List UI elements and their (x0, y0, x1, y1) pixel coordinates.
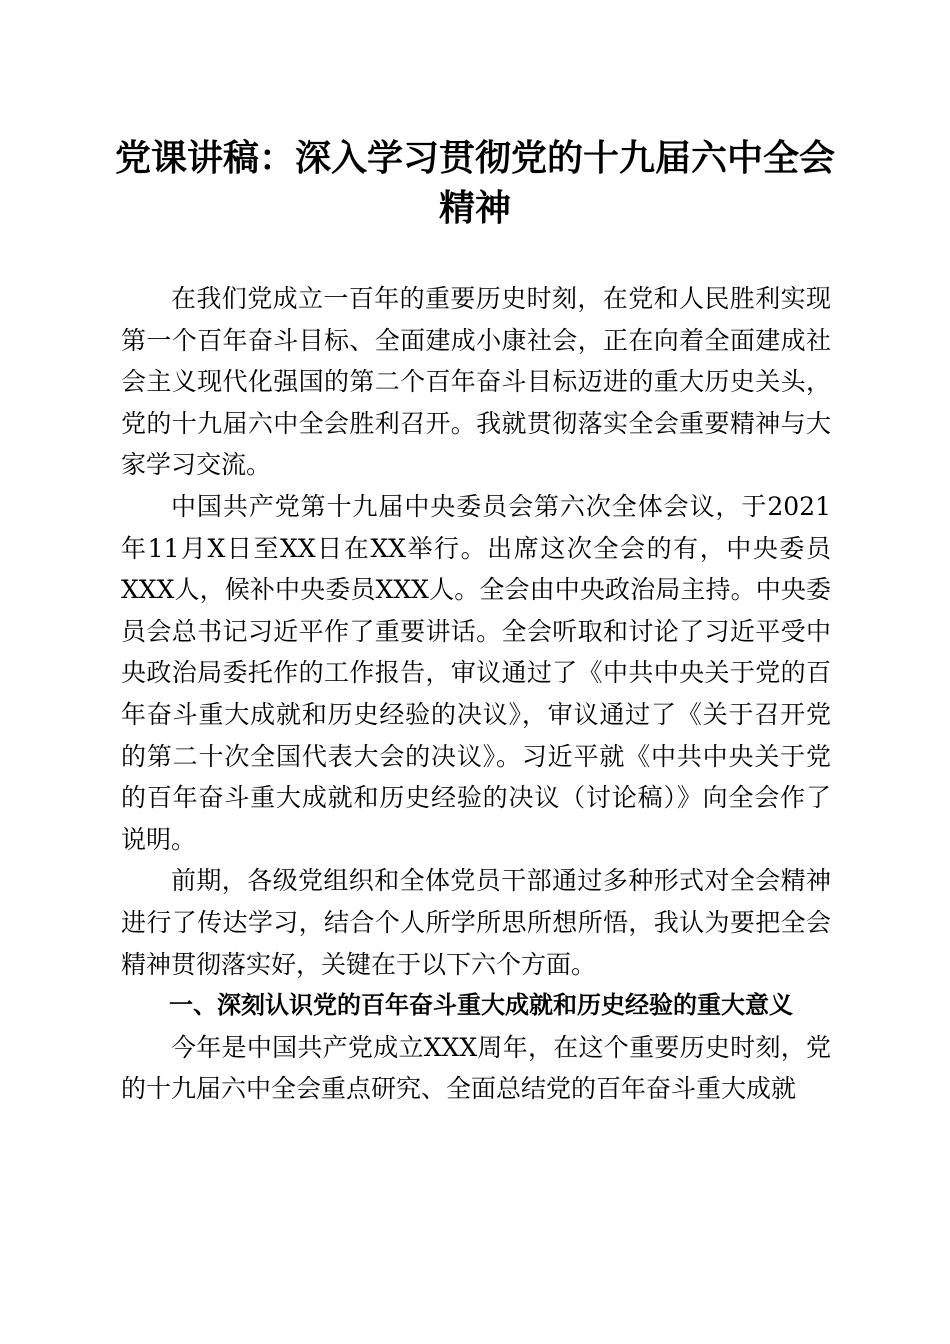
paragraph-plenary-session: 中国共产党第十九届中央委员会第六次全体会议，于2021年11月X日至XX日在XX举行。出席这次全会的有，中央委员XXX人，候补中央委员XXX人。全会由中央政治局主持。中央委员会总书记习近平作了重要讲话。全会听取和讨论了习近平受中央政治局委托作的工作报告，审议通过了《中共中央关于党的百年奋斗重大成就和历史经验的决议》，审议通过了《关于召开党的第二十次全国代表大会的决议》。习近平就《中共中央关于党的百年奋斗重大成就和历史经验的决议（讨论稿）》向全会作了说明。 (121, 491, 831, 854)
document-body (121, 278, 831, 1110)
paragraph-intro: 在我们党成立一百年的重要历史时刻，在党和人民胜利实现第一个百年奋斗目标、全面建成小康社会，正在向着全面建成社会主义现代化强国的第二个百年奋斗目标迈进的重大历史关头，党的十九届六中全会胜利召开。我就贯彻落实全会重要精神与大家学习交流。 (121, 284, 831, 480)
document-title: 党课讲稿：深入学习贯彻党的十九届六中全会精神 (114, 137, 835, 229)
paragraph-section-one: 今年是中国共产党成立XXX周年，在这个重要历史时刻，党的十九届六中全会重点研究、全面总结党的百年奋斗重大成就 (121, 1032, 831, 1104)
section-heading: 一、深刻认识党的百年奋斗重大成就和历史经验的重大意义 (169, 991, 793, 1020)
paragraph-study-overview: 前期，各级党组织和全体党员干部通过多种形式对全会精神进行了传达学习，结合个人所学所思所想所悟，我认为要把全会精神贯彻落实好，关键在于以下六个方面。 (121, 866, 831, 979)
